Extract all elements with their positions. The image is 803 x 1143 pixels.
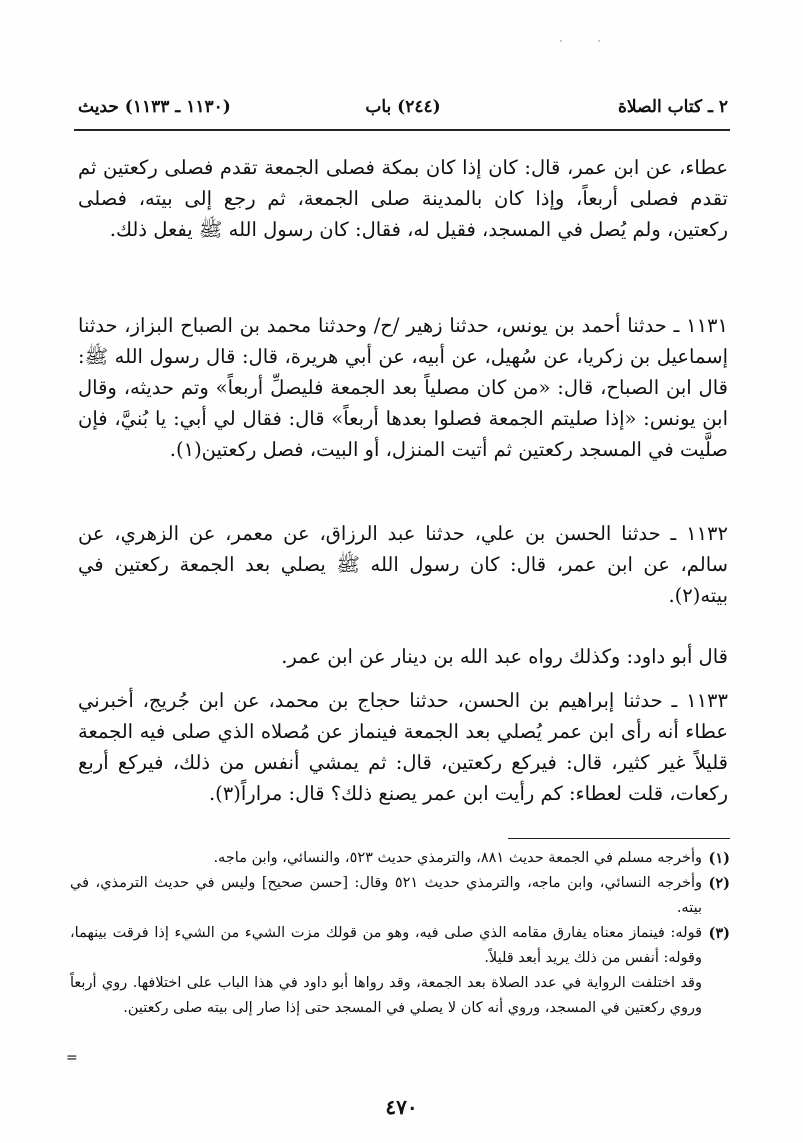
footnote-number: (٢) [708,875,730,892]
footnote-3 [70,921,730,971]
running-header [78,95,728,123]
paragraph-hadith-1132: ١١٣٢ ـ حدثنا الحسن بن علي، حدثنا عبد الرزاق، عن معمر، عن الزهري، عن سالم، عن ابن عمر، قال: كان رسول الله ﷺ يصلي بعد الجمعة ركعتين في بيته(٢). [78,522,728,607]
page-number: ٤٧٠ [385,1095,418,1119]
paragraph-continuation: عطاء، عن ابن عمر، قال: كان إذا كان بمكة فصلى الجمعة تقدم فصلى ركعتين ثم تقدم فصلى أربعاً، وإذا كان بالمدينة صلى الجمعة، ثم رجع إلى بيته، فصلى ركعتين، ولم يُصل في المسجد، فقيل له، فقال: كان رسول الله ﷺ يفعل ذلك. [78,156,728,241]
footnotes [70,846,730,1021]
footnote-number: (١) [708,850,730,867]
footnote-number: (٣) [708,925,730,942]
footnote-text: وأخرجه مسلم في الجمعة حديث ٨٨١، والترمذي حديث ٥٢٣، والنسائي، وابن ماجه. [213,850,702,866]
scan-speck [598,40,600,42]
header-chapter: (٢٤٤) باب [365,97,441,117]
paragraph-hadith-1133: ١١٣٣ ـ حدثنا إبراهيم بن الحسن، حدثنا حجاج بن محمد، عن ابن جُريج، أخبرني عطاء أنه رأى ابن عمر يُصلي بعد الجمعة فينماز عن مُصلاه الذي صلى فيه الجمعة قليلاً غير كثير، قال: فيركع ركعتين، قال: ثم يمشي أنفس من ذلك، فيركع أربع ركعات، قلت لعطاء: كم رأيت ابن عمر يصنع ذلك؟ قال: مراراً(٣). [78,689,728,805]
footnote-1 [70,846,730,871]
footnote-2 [70,871,730,921]
footnote-text: وأخرجه النسائي، وابن ماجه، والترمذي حديث ٥٢١ وقال: [حسن صحيح] وليس في حديث الترمذي، في بيته. [70,875,702,916]
header-divider [74,129,730,131]
header-book-title: ٢ ـ كتاب الصلاة [618,97,728,117]
footnote-3-continuation: وقد اختلفت الرواية في عدد الصلاة بعد الجمعة، وقد رواها أبو داود في هذا الباب على اختلافها. روي أربعاً وروي ركعتين في المسجد، وروي أنه كان لا يصلي في المسجد حتى إذا صار إلى بيته صلى ركعتين. [70,975,702,1016]
paragraph-abu-dawud-note: قال أبو داود: وكذلك رواه عبد الله بن دينار عن ابن عمر. [281,645,728,668]
footnote-text: قوله: فينماز معناه يفارق مقامه الذي صلى فيه، وهو من قولك مزت الشيء من الشيء إذا فرقت بينهما، وقوله: أنفس من ذلك يريد أبعد قليلاً. [70,925,702,966]
header-hadith-range: (١١٣٠ ـ ١١٣٣) حديث [78,97,231,117]
continuation-mark: = [66,1050,78,1066]
footnote-divider [508,838,730,839]
scan-speck [560,40,562,42]
paragraph-hadith-1131: ١١٣١ ـ حدثنا أحمد بن يونس، حدثنا زهير /ح/ وحدثنا محمد بن الصباح البزاز، حدثنا إسماعيل بن زكريا، عن سُهيل، عن أبيه، عن أبي هريرة، قال: قال رسول الله ﷺ: قال ابن الصباح، قال: «من كان مصلياً بعد الجمعة فليصلِّ أربعاً» وتم حديثه، وقال ابن يونس: «إذا صليتم الجمعة فصلوا بعدها أربعاً» قال: فقال لي أبي: يا بُنيَّ، فإن صلَّيت في المسجد ركعتين ثم أتيت المنزل، أو البيت، فصل ركعتين(١). [78,314,728,461]
